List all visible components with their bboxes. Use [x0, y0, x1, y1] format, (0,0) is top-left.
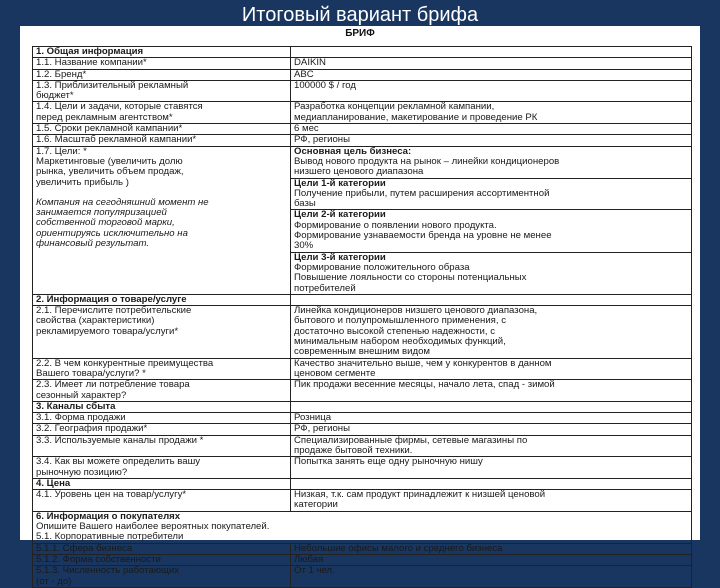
table-row	[33, 294, 692, 305]
goal-cat2-line: 30%	[294, 240, 314, 252]
table-row	[33, 554, 692, 565]
row-value: бытового и полупромышленного применения, с	[294, 315, 507, 327]
row-label-cell	[33, 80, 291, 102]
row-value-cell	[291, 69, 692, 80]
row-value: Пик продажи весенние месяцы, начало лета, спад - зимой	[294, 379, 555, 391]
goal-cat3-title: Цели 3-й категории	[294, 251, 386, 263]
row-value-cell	[291, 294, 692, 305]
row-label: Вашего товара/услуги? *	[36, 367, 146, 379]
row-label: 2.2. В чем конкурентные преимущества	[36, 357, 214, 369]
table-row	[33, 358, 692, 380]
row-value: Небольшие офисы малого и среднего бизнеса	[294, 542, 503, 554]
row-label-cell	[33, 457, 291, 479]
row-label-cell	[33, 358, 291, 380]
row-value: Розница	[294, 412, 332, 424]
row-value: Любая	[294, 553, 324, 565]
row-label: 1.3. Приблизительный рекламный	[36, 79, 189, 91]
section-heading: 3. Каналы сбыта	[36, 400, 116, 412]
table-row	[33, 58, 692, 69]
brief-title: БРИФ	[345, 28, 375, 39]
row-label: 1.2. Бренд*	[36, 68, 87, 80]
row-label: бюджет*	[36, 90, 74, 102]
row-value-cell	[291, 124, 692, 135]
section-heading: 4. Цена	[36, 477, 71, 489]
goal-category-1	[291, 179, 691, 211]
slide-title: Итоговый вариант брифа	[241, 4, 479, 26]
goal-cat1-line: Получение прибыли, путем расширения ассортиментной	[294, 187, 550, 199]
brief-document	[20, 26, 700, 587]
table-row-consumers	[33, 511, 692, 543]
row-value: Разработка концепции рекламной кампании,	[294, 101, 495, 113]
row-label: сезонный характер?	[36, 389, 127, 401]
row-label-cell	[33, 47, 291, 58]
goal-cat3-line: Формирование положительного образа	[294, 261, 470, 273]
row-value-cell	[291, 135, 692, 146]
row-value: Линейка кондиционеров низшего ценового диапазона,	[294, 305, 538, 317]
row-value: Попытка занять еще одну рыночную нишу	[294, 456, 483, 468]
goal-cat3-line: Повышение лояльности со стороны потенциальных	[294, 272, 527, 284]
row-value-cell	[291, 306, 692, 358]
row-value: DAIKIN	[294, 57, 326, 69]
row-label-cell	[33, 413, 291, 424]
brief-rows-consumers	[33, 511, 692, 543]
goals-note-line: ориентируясь исключительно на	[36, 227, 188, 239]
row-value-cell	[291, 554, 692, 565]
row-value-cell	[291, 457, 692, 479]
row-label-cell	[33, 102, 291, 124]
table-row	[33, 80, 692, 102]
row-label: 5.1.3. Численность работающих	[36, 565, 180, 577]
goal-main-title: Основная цель бизнеса:	[294, 145, 412, 157]
brief-rows-corporate	[33, 543, 692, 587]
row-label: 2.3. Имеет ли потребление товара	[36, 379, 190, 391]
row-value: 100000 $ / год	[294, 79, 357, 91]
row-label-cell	[33, 424, 291, 435]
row-label-cell	[33, 566, 291, 588]
row-label-cell	[33, 124, 291, 135]
goals-note-line: собственной торговой марки,	[36, 217, 175, 229]
brief-rows-general	[33, 47, 692, 147]
row-value: 6 мес	[294, 123, 319, 135]
table-row	[33, 380, 692, 402]
goal-cat3-line: потребителей	[294, 282, 356, 294]
consumers-line: Опишите Вашего наиболее вероятных покупателей.	[36, 521, 270, 533]
goal-cat1-line: базы	[294, 198, 316, 210]
goal-category-3	[291, 253, 691, 294]
row-value-cell	[291, 478, 692, 489]
table-row	[33, 490, 692, 512]
consumers-cell	[33, 511, 692, 543]
row-label: 3.2. География продажи*	[36, 423, 148, 435]
section-heading: 1. Общая информация	[36, 46, 144, 57]
brief-rows-goals	[33, 146, 692, 294]
row-value-cell	[291, 413, 692, 424]
row-value: достаточно высокой степенью надежности, с	[294, 325, 496, 337]
goals-left-cell	[33, 146, 291, 294]
row-label-cell	[33, 490, 291, 512]
row-value-cell	[291, 401, 692, 412]
row-label: 1.4. Цели и задачи, которые ставятся	[36, 101, 203, 113]
goals-label: 1.7. Цели: *	[36, 145, 87, 157]
goals-note-line: занимается популяризацией	[36, 207, 167, 219]
row-value: ABC	[294, 68, 314, 80]
row-value: медиапланирование, макетирование и проведение РК	[294, 111, 538, 123]
row-label: 2.1. Перечислите потребительские	[36, 305, 192, 317]
row-label: 3.3. Используемые каналы продажи *	[36, 434, 204, 446]
row-value: продаже бытовой техники.	[294, 444, 413, 456]
section-heading: 2. Информация о товаре/услуге	[36, 293, 187, 305]
row-label-cell	[33, 401, 291, 412]
brief-rows-product	[33, 294, 692, 511]
row-value-cell	[291, 58, 692, 69]
table-row	[33, 124, 692, 135]
table-row	[33, 306, 692, 358]
table-row	[33, 435, 692, 457]
row-label: 1.1. Название компании*	[36, 57, 147, 69]
table-row	[33, 401, 692, 412]
table-row	[33, 543, 692, 554]
goal-main	[291, 147, 691, 179]
goal-main-line: низшего ценового диапазона	[294, 166, 424, 178]
row-value-cell	[291, 543, 692, 554]
goal-cat1-title: Цели 1-й категории	[294, 177, 386, 189]
row-label-cell	[33, 135, 291, 146]
table-row	[33, 102, 692, 124]
row-label: рекламируемого товара/услуги*	[36, 325, 179, 337]
row-value-cell	[291, 490, 692, 512]
row-label-cell	[33, 306, 291, 358]
row-label: 5.1.2. Форма собственности	[36, 553, 161, 565]
row-label: 3.1. Форма продажи	[36, 412, 126, 424]
goals-note-line: финансовый результат.	[36, 238, 150, 250]
row-label-cell	[33, 543, 291, 554]
goal-cat2-line: Формирование о появлении нового продукта.	[294, 219, 497, 231]
row-label-cell	[33, 554, 291, 565]
row-label: 1.6. Масштаб рекламной кампании*	[36, 134, 197, 146]
row-label-cell	[33, 69, 291, 80]
row-value: ценовом сегменте	[294, 367, 376, 379]
row-value-cell	[291, 80, 692, 102]
goals-label-line: Маркетинговые (увеличить долю	[36, 155, 183, 167]
row-value: категории	[294, 499, 338, 511]
row-value-cell	[291, 47, 692, 58]
goal-cat2-title: Цели 2-й категории	[294, 209, 386, 221]
table-row	[33, 566, 692, 588]
table-row	[33, 413, 692, 424]
row-value-cell	[291, 102, 692, 124]
table-row	[33, 135, 692, 146]
brief-table	[32, 46, 692, 588]
row-value-cell	[291, 380, 692, 402]
row-value: Низкая, т.к. сам продукт принадлежит к низшей ценовой	[294, 489, 546, 501]
table-row	[33, 47, 692, 58]
row-label: 4.1. Уровень цен на товар/услугу*	[36, 489, 187, 501]
row-value: РФ, регионы	[294, 423, 350, 435]
row-value: минимальным набором необходимых функций,	[294, 336, 506, 348]
table-row-goals	[33, 146, 692, 294]
row-value: Специализированные фирмы, сетевые магазины по	[294, 434, 528, 446]
row-value-cell	[291, 435, 692, 457]
consumers-title: 6. Информация о покупателях	[36, 510, 181, 522]
table-row	[33, 457, 692, 479]
row-label-cell	[33, 294, 291, 305]
row-label-cell	[33, 435, 291, 457]
goals-right-cell	[291, 146, 692, 294]
table-row	[33, 69, 692, 80]
row-label: рыночную позицию?	[36, 466, 128, 478]
goal-main-line: Вывод нового продукта на рынок – линейки кондиционеров	[294, 155, 560, 167]
table-row	[33, 478, 692, 489]
goals-label-line: рынка, увеличить объем продаж,	[36, 166, 184, 178]
row-label: 5.1.1. Сфера бизнеса	[36, 542, 133, 554]
row-value: Качество значительно выше, чем у конкурентов в данном	[294, 357, 552, 369]
row-value-cell	[291, 566, 692, 588]
row-value-cell	[291, 358, 692, 380]
goal-cat2-line: Формирование узнаваемости бренда на уровне не менее	[294, 230, 552, 242]
row-label: перед рекламным агентством*	[36, 111, 173, 123]
row-label: 3.4. Как вы можете определить вашу	[36, 456, 201, 468]
goals-label-line: увеличить прибыль )	[36, 176, 129, 188]
row-label: (от - до)	[36, 575, 72, 587]
consumers-line: 5.1. Корпоративные потребители	[36, 531, 184, 543]
row-label: 1.5. Сроки рекламной кампании*	[36, 123, 183, 135]
row-value: РФ, регионы	[294, 134, 350, 146]
row-label: свойства (характеристики)	[36, 315, 155, 327]
row-label-cell	[33, 478, 291, 489]
row-label-cell	[33, 58, 291, 69]
row-value: От 1 чел.	[294, 565, 335, 577]
row-value: современным внешним видом	[294, 346, 431, 358]
goals-note-line: Компания на сегодняшний момент не	[36, 196, 209, 208]
row-value-cell	[291, 424, 692, 435]
table-row	[33, 424, 692, 435]
goal-category-2	[291, 210, 691, 252]
row-label-cell	[33, 380, 291, 402]
